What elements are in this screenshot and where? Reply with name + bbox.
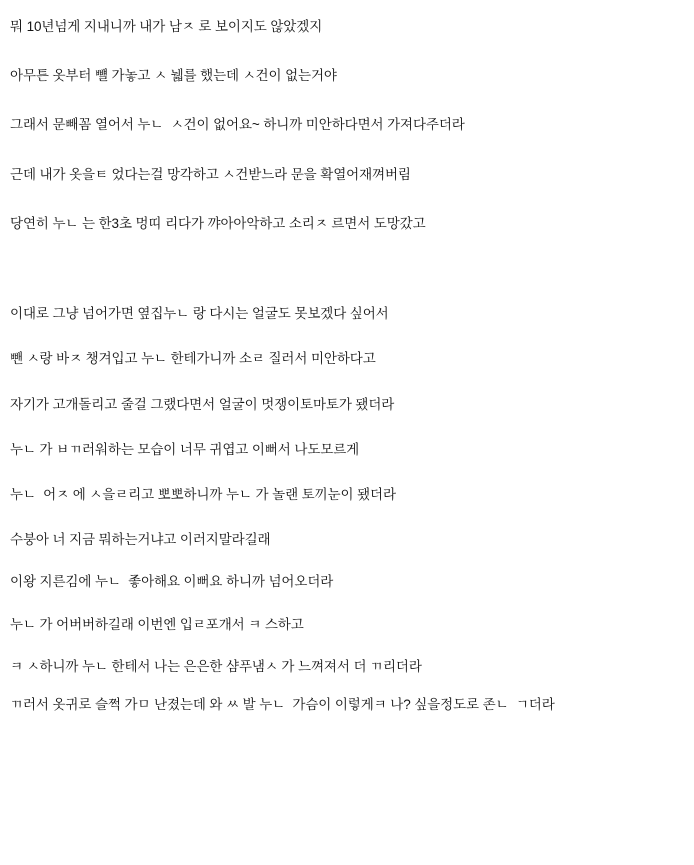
- text-line: 자기가 고개돌리고 줄걸 그랬다면서 얼굴이 멋쟁이토마토가 됐더라: [10, 396, 395, 412]
- text-line: 뺀 ㅅ랑 바ㅈ 챙겨입고 누ㄴ 한테가니까 소ㄹ 질러서 미안하다고: [10, 351, 376, 367]
- text-line: 누ㄴ 가 어버버하길래 이번엔 입ㄹ포개서 ㅋ 스하고: [10, 616, 304, 632]
- text-line: 수붕아 너 지금 뭐하는거냐고 이러지말라길래: [10, 532, 271, 548]
- text-line: 아무튼 옷부터 뺼 가놓고 ㅅ 뉇를 했는데 ㅅ건이 없는거야: [10, 68, 337, 84]
- text-line: ㄲ러서 옷귀로 슬쩍 가ㅁ 난졌는데 와 ㅆ 발 누ㄴ 가슴이 이렇게ㅋ 나? 싶을정도로 존ㄴ ㄱ더라: [10, 697, 555, 713]
- text-line: 이대로 그냥 넘어가면 옆집누ㄴ 랑 다시는 얼굴도 못보겠다 싶어서: [10, 306, 389, 322]
- text-line: 누ㄴ 어ㅈ 에 ㅅ을ㄹ리고 뽀뽀하니까 누ㄴ 가 놀랜 토끼눈이 됐더라: [10, 486, 396, 502]
- text-line: 뭐 10년넘게 지내니까 내가 남ㅈ 로 보이지도 않았겠지: [10, 19, 323, 34]
- text-line: 이왕 지른김에 누ㄴ 좋아해요 이뻐요 하니까 넘어오더라: [10, 574, 334, 590]
- text-line: 누ㄴ 가 ㅂㄲ러워하는 모습이 너무 귀엽고 이뻐서 나도모르게: [10, 441, 360, 457]
- text-line: 그래서 문빼꼼 열어서 누ㄴ ㅅ건이 없어요~ 하니까 미안하다면서 가져다주더라: [10, 117, 465, 133]
- text-line: 근데 내가 옷을ㅌ 었다는걸 망각하고 ㅅ건받느라 문을 확열어재껴버림: [10, 166, 411, 182]
- text-line: 당연히 누ㄴ 는 한3초 멍띠 리다가 꺄아아악하고 소리ㅈ 르면서 도망갔고: [10, 215, 426, 231]
- text-line: ㅋ ㅅ하니까 누ㄴ 한테서 나는 은은한 샴푸냄ㅅ 가 느껴져서 더 ㄲ리더라: [10, 658, 422, 674]
